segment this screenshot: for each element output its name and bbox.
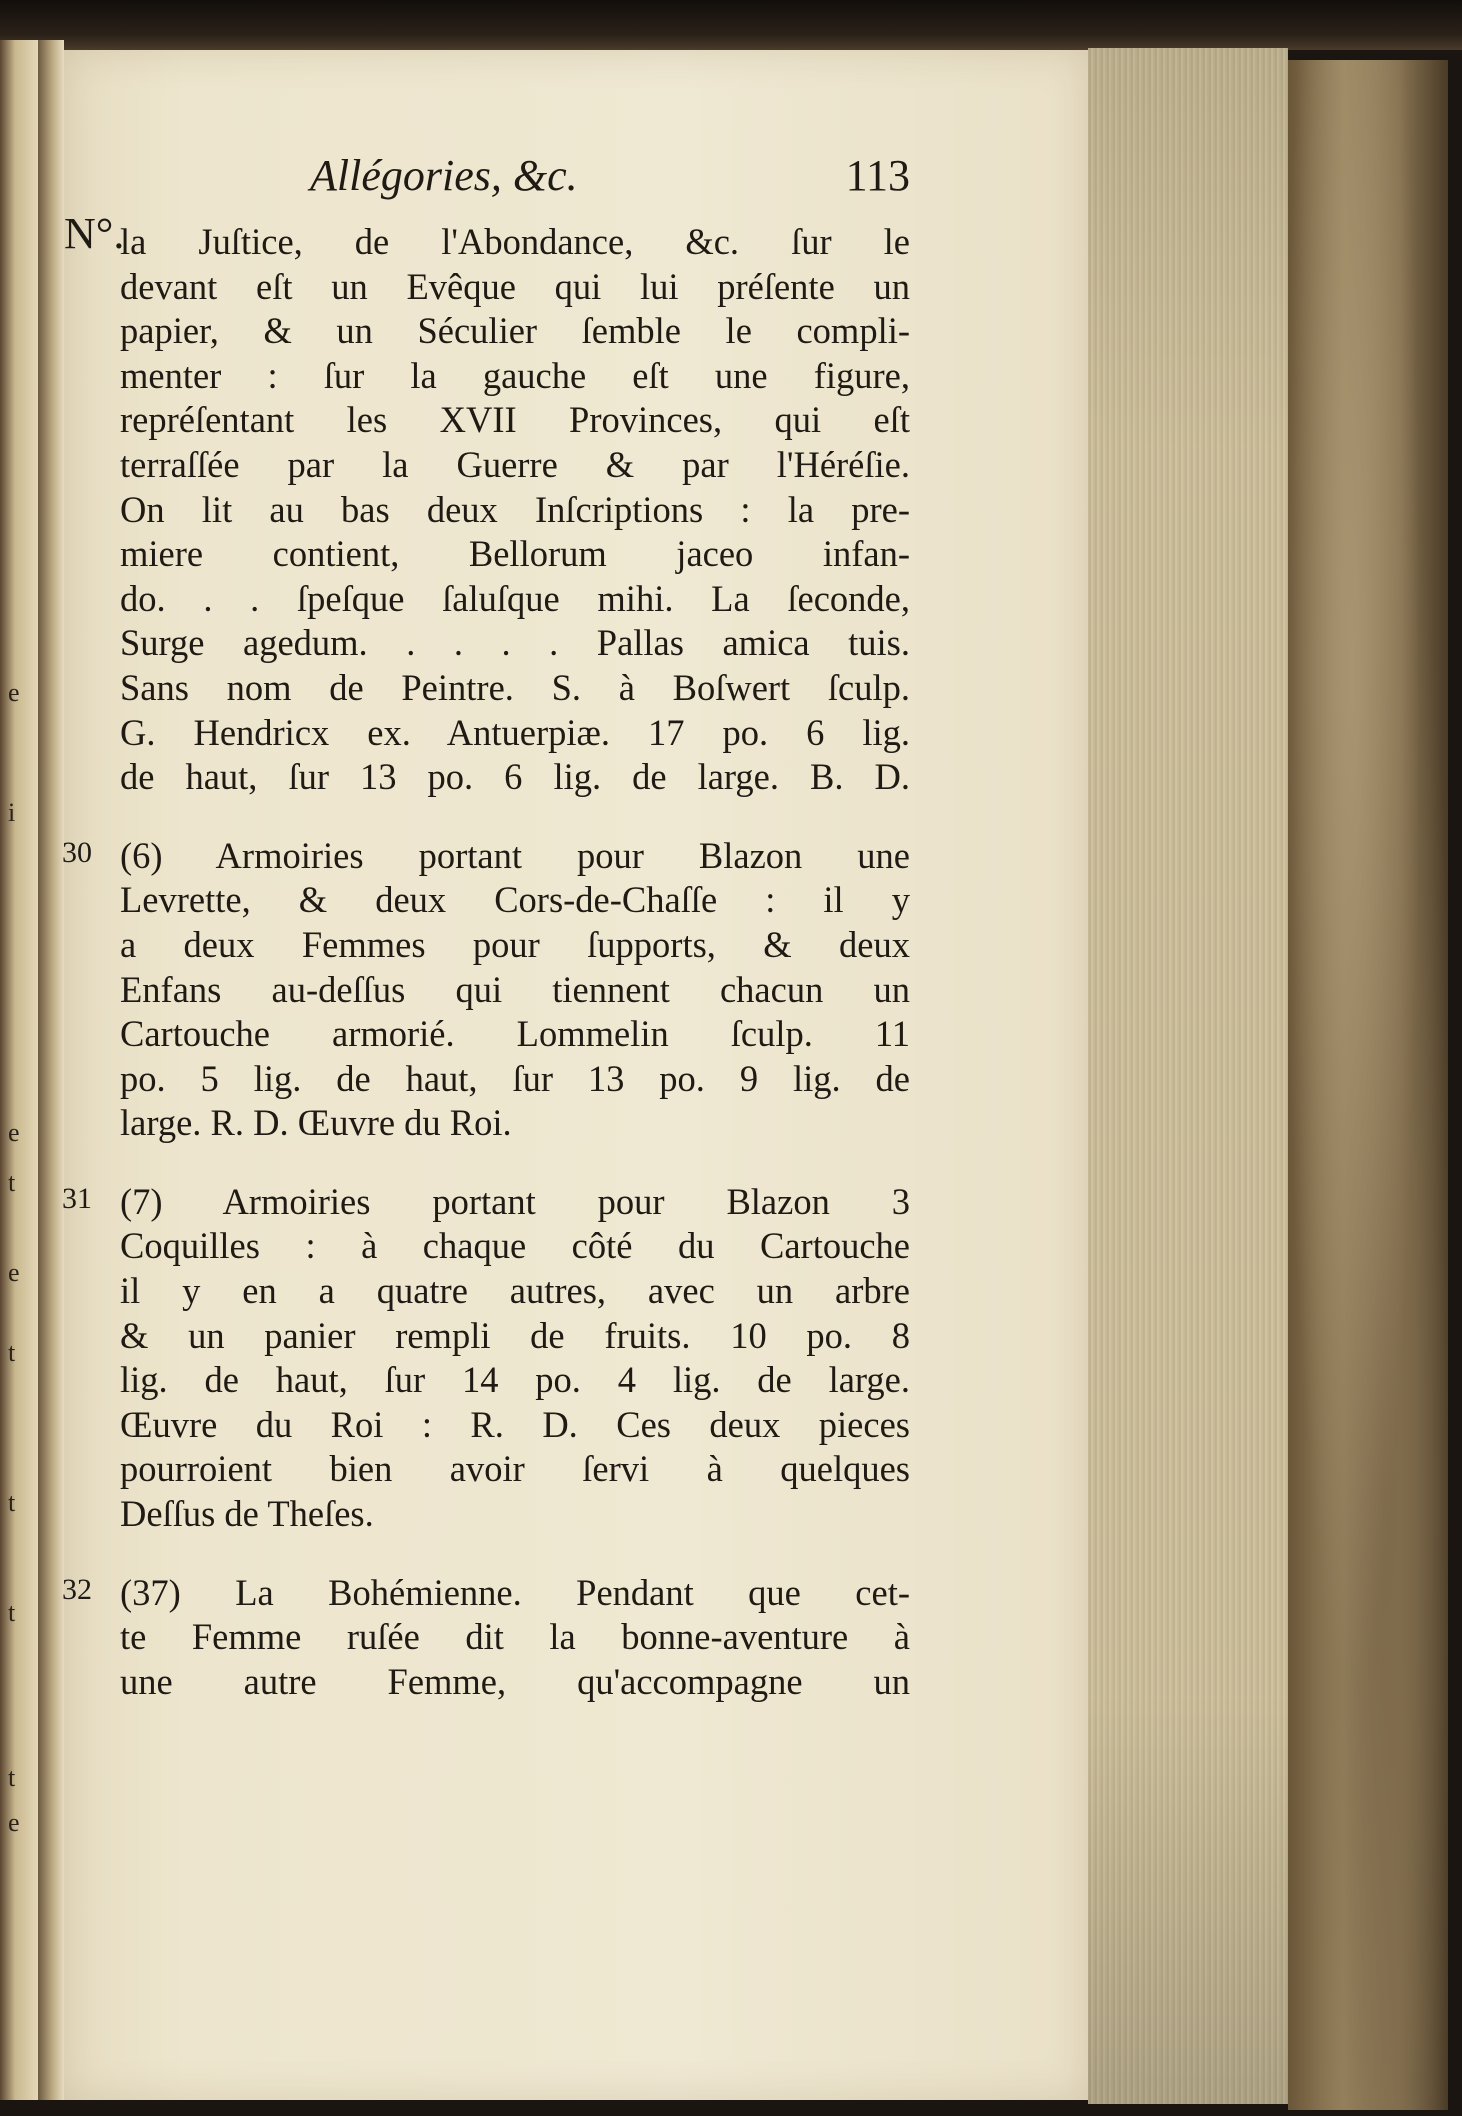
text-line: Sans nom de Peintre. S. à Boſwert ſculp. [120, 666, 910, 708]
text-block [62, 150, 910, 1738]
entries [62, 220, 910, 1704]
margin-mark: t [8, 1338, 16, 1367]
text-line: terraſſée par la Guerre & par l'Héréſie. [120, 443, 910, 485]
margin-mark: e [8, 1808, 20, 1837]
book-top-edge [0, 0, 1462, 50]
text-line: (6) Armoiries portant pour Blazon une [120, 834, 910, 876]
entry-number: 30 [62, 835, 92, 869]
entry-number: 32 [62, 1572, 92, 1606]
text-line: une autre Femme, qu'accompagne un [120, 1660, 910, 1702]
catalogue-entry [62, 1180, 910, 1537]
margin-mark: e [8, 1118, 20, 1147]
margin-mark: e [8, 1258, 20, 1287]
text-line: On lit au bas deux Inſcriptions : la pre- [120, 488, 910, 530]
text-line: (7) Armoiries portant pour Blazon 3 [120, 1180, 910, 1222]
text-line: a deux Femmes pour ſupports, & deux [120, 923, 910, 965]
text-line: Enfans au-deſſus qui tiennent chacun un [120, 968, 910, 1010]
text-line: menter : ſur la gauche eſt une figure, [120, 354, 910, 396]
text-line: repréſentant les XVII Provinces, qui eſt [120, 399, 910, 441]
entry-number: 31 [62, 1181, 92, 1215]
running-head [120, 150, 910, 210]
text-line: pourroient bien avoir ſervi à quelques [120, 1448, 910, 1490]
margin-mark: i [8, 798, 16, 827]
text-line: Cartouche armorié. Lommelin ſculp. 11 [120, 1013, 910, 1055]
text-line: Deſſus de Theſes. [120, 1493, 374, 1535]
text-line: po. 5 lig. de haut, ſur 13 po. 9 lig. de [120, 1057, 910, 1099]
text-line: (37) La Bohémienne. Pendant que cet- [120, 1571, 910, 1613]
margin-mark: t [8, 1168, 16, 1197]
text-line: la Juſtice, de l'Abondance, &c. ſur le [120, 221, 910, 262]
text-line: lig. de haut, ſur 14 po. 4 lig. de large. [120, 1359, 910, 1401]
margin-mark: t [8, 1763, 16, 1792]
margin-mark: e [8, 678, 20, 707]
text-line: G. Hendricx ex. Antuerpiæ. 17 po. 6 lig. [120, 711, 910, 753]
page-number: 113 [845, 151, 910, 200]
text-line: te Femme ruſée dit la bonne-aventure à [120, 1616, 910, 1658]
text-line: miere contient, Bellorum jaceo infan- [120, 533, 910, 575]
catalogue-entry [62, 834, 910, 1146]
running-title: Allégories, &c. [310, 151, 578, 200]
text-line: papier, & un Séculier ſemble le compli- [120, 310, 910, 352]
text-line: do. . . ſpeſque ſaluſque mihi. La ſeconde, [120, 577, 910, 619]
book-fore-edge [1088, 48, 1288, 2104]
text-line: Levrette, & deux Cors-de-Chaſſe : il y [120, 879, 910, 921]
previous-page-edge [0, 40, 38, 2100]
text-line: Coquilles : à chaque côté du Cartouche [120, 1225, 910, 1267]
catalogue-entry [62, 1571, 910, 1705]
text-line: large. R. D. Œuvre du Roi. [120, 1102, 512, 1144]
text-line: Œuvre du Roi : R. D. Ces deux pieces [120, 1403, 910, 1445]
text-line: il y en a quatre autres, avec un arbre [120, 1270, 910, 1312]
catalogue-entry [120, 220, 910, 800]
column-marker: N°. [64, 209, 125, 258]
text-line: de haut, ſur 13 po. 6 lig. de large. B. D. [120, 756, 910, 798]
page-gutter [38, 40, 64, 2100]
margin-mark: t [8, 1488, 16, 1517]
text-line: devant eſt un Evêque qui lui préſente un [120, 265, 910, 307]
leather-cover [1288, 60, 1448, 2110]
text-line: & un panier rempli de fruits. 10 po. 8 [120, 1314, 910, 1356]
text-line: Surge agedum. . . . . Pallas amica tuis. [120, 622, 910, 664]
margin-mark: t [8, 1598, 16, 1627]
